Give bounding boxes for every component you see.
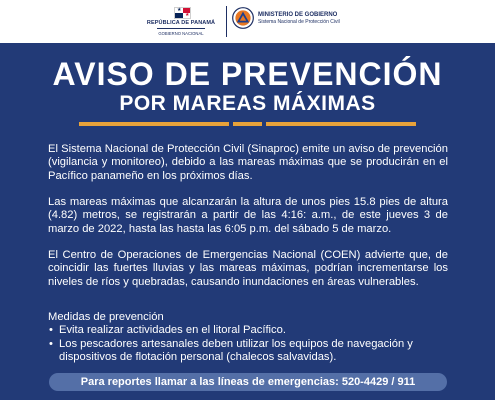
prevention-measures	[48, 311, 448, 365]
ministerio-logo-text	[258, 12, 340, 25]
measures-heading: Medidas de prevención	[48, 311, 164, 323]
ministerio-label: MINISTERIO DE GOBIERNO	[258, 12, 338, 18]
sinaproc-emblem-icon	[232, 7, 254, 29]
republica-label: REPÚBLICA DE PANAMÁ	[146, 20, 216, 26]
measures-list	[48, 324, 448, 364]
paragraph-mareas: Las mareas máximas que alcanzarán la altura de unos pies 15.8 pies de altura (4.82) metros, se registrarán a partir de las 4:16: a.m., de este jueves 3 de marzo de 2022, hasta las hasta las 6:05 p.m. del sábado 5 de marzo.	[48, 196, 448, 235]
title-underline	[79, 122, 416, 126]
measure-item: • Los pescadores artesanales deben utilizar los equipos de navegación y dispositivos de flotación personal (chalecos salvavidas).	[48, 338, 448, 365]
emergency-phone-banner: Para reportes llamar a las líneas de emergencias: 520-4429 / 911	[49, 373, 447, 391]
gobierno-nacional-logo	[143, 4, 219, 40]
panama-flag-icon: ★ ★	[174, 7, 191, 19]
page-title: AVISO DE PREVENCIÓN	[52, 56, 443, 92]
gobierno-label: GOBIERNO NACIONAL	[158, 31, 204, 36]
paragraph-coen: El Centro de Operaciones de Emergencias Nacional (COEN) advierte que, de coincidir las fuertes lluvias y las mareas máximas, podrían incrementarse los niveles de ríos y quebradas, causando inundaciones en áreas vulnerables.	[48, 249, 448, 288]
logo-rule	[157, 28, 205, 29]
page-subtitle: POR MAREAS MÁXIMAS	[119, 92, 376, 115]
sinaproc-label: Sistema Nacional de Protección Civil	[258, 19, 340, 25]
measure-item: • Evita realizar actividades en el litoral Pacífico.	[48, 324, 448, 337]
logo-divider	[226, 6, 227, 37]
header-bar	[0, 0, 495, 43]
paragraph-sinaproc: El Sistema Nacional de Protección Civil (Sinaproc) emite un aviso de prevención (vigilancia y monitoreo), debido a las mareas máximas que se producirán en el Pacífico panameño en los próximos días.	[48, 143, 448, 182]
